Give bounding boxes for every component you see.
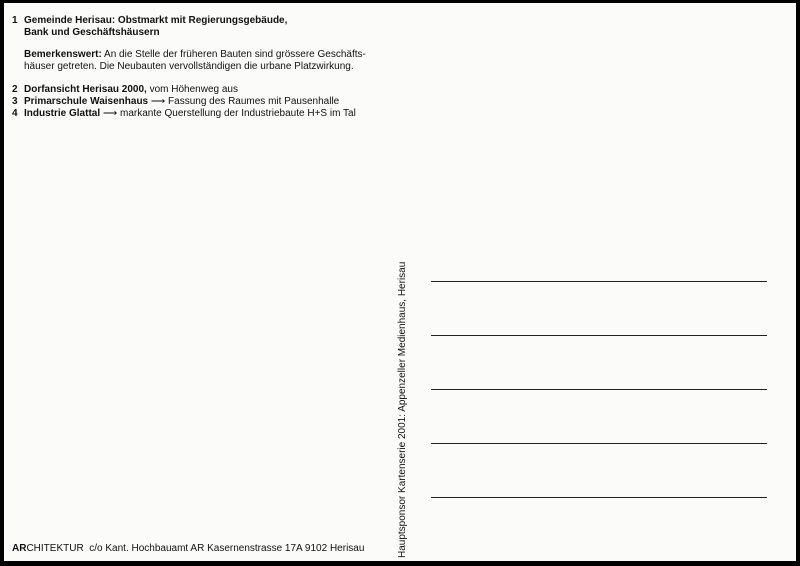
- footer-brand-bold: AR: [12, 543, 27, 554]
- address-line: [431, 497, 767, 498]
- note-label: Bemerkenswert:: [24, 49, 102, 60]
- sponsor-text: Hauptsponsor Kartenserie 2001: Appenzeller Medienhaus, Herisau: [397, 261, 408, 558]
- address-line: [431, 443, 767, 444]
- item-2-text: [24, 84, 238, 96]
- item-4-desc: markante Querstellung der Industriebaute H+S im Tal: [117, 108, 356, 119]
- footer: [12, 543, 364, 555]
- footer-address: c/o Kant. Hochbauamt AR Kasernenstrasse 17A 9102 Herisau: [89, 543, 365, 554]
- item-2: [12, 84, 18, 96]
- item-1-title: Gemeinde Herisau: Obstmarkt mit Regierungsgebäude,: [24, 15, 288, 26]
- item-2-desc: vom Höhenweg aus: [146, 84, 238, 95]
- item-4-number: 4: [12, 108, 18, 119]
- note-text-1: An die Stelle der früheren Bauten sind grössere Geschäfts-: [101, 49, 366, 60]
- item-3-desc: Fassung des Raumes mit Pausenhalle: [165, 96, 340, 107]
- item-3-number: 3: [12, 96, 18, 107]
- postcard-back: [4, 3, 796, 561]
- note-line-2: häuser getreten. Die Neubauten vervollständigen die urbane Platzwirkung.: [24, 61, 354, 72]
- item-2-number: 2: [12, 84, 18, 95]
- item-4-title: Industrie Glattal: [24, 108, 101, 119]
- address-line: [431, 281, 767, 282]
- arrow-icon: ⟶: [102, 108, 118, 119]
- item-1: [12, 15, 18, 27]
- item-1-title-line2: Bank und Geschäftshäusern: [24, 27, 160, 38]
- footer-brand: CHITEKTUR: [26, 543, 84, 554]
- arrow-icon: ⟶: [150, 96, 166, 107]
- item-4: [12, 108, 18, 120]
- item-3-text: [24, 96, 339, 108]
- item-3-title: Primarschule Waisenhaus: [24, 96, 149, 107]
- item-4-text: [24, 108, 356, 120]
- address-line: [431, 335, 767, 336]
- item-2-title: Dorfansicht Herisau 2000,: [24, 84, 147, 95]
- item-3: [12, 96, 18, 108]
- address-line: [431, 389, 767, 390]
- note-line-1: [24, 49, 366, 61]
- item-1-number: 1: [12, 15, 18, 26]
